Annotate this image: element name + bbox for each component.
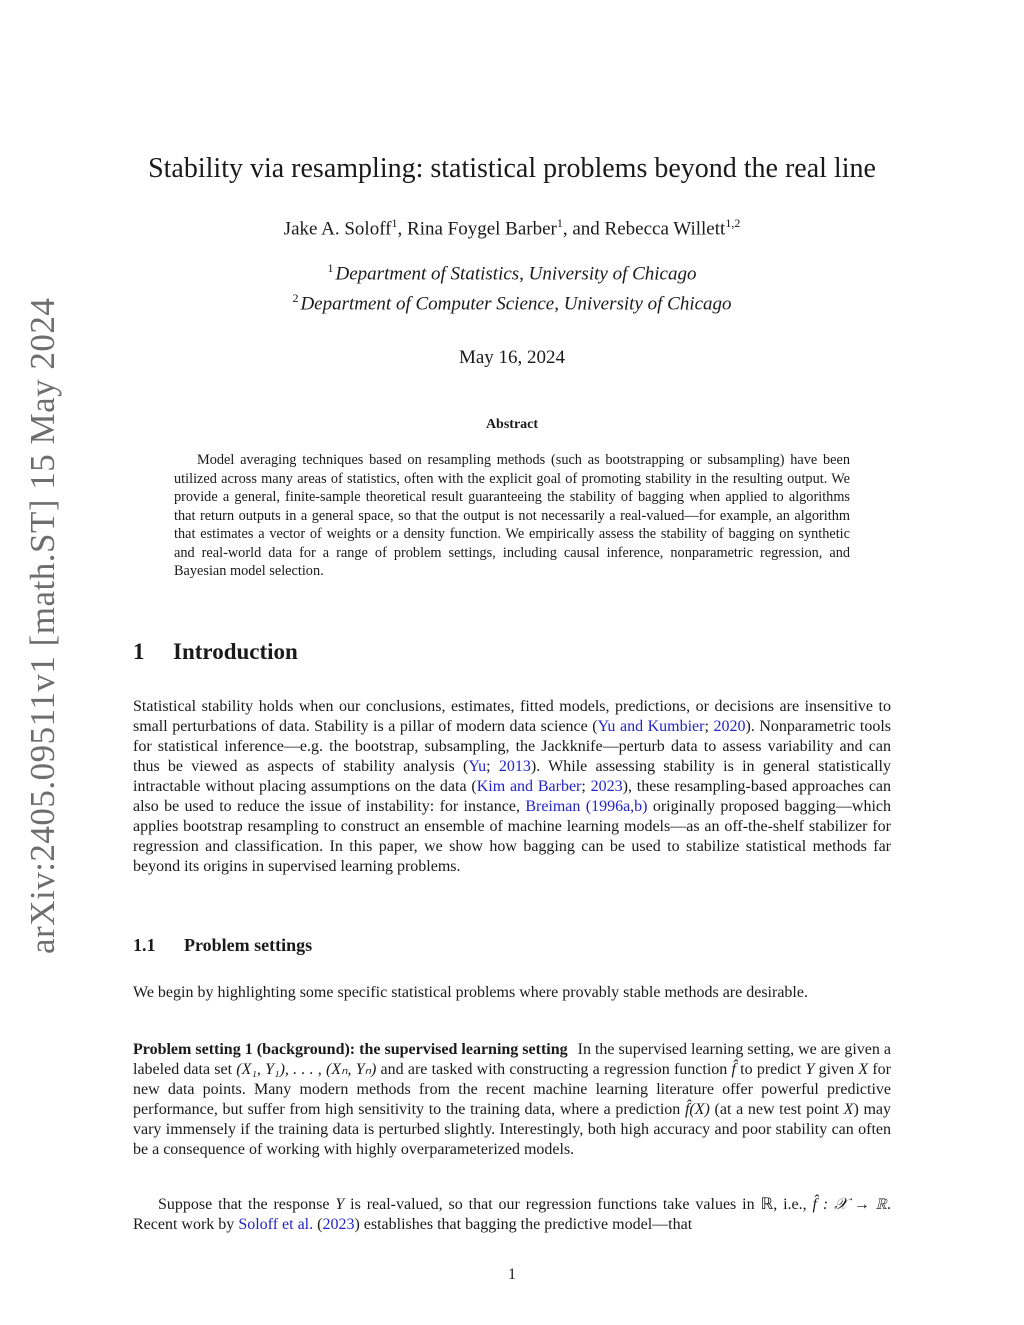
abstract-body: Model averaging techniques based on resampling methods (such as bootstrapping or subsampling) have been utilized across many areas of statistics, often with the explicit goal of promoting stability in the resulting output. We provide a general, finite-sample theoretical result guaranteeing the stability of bagging when applied to algorithms that return outputs in a general space, so that the output is not necessarily a real-valued—for example, an algorithm that estimates a vector of weights or a density function. We empirically assess the stability of bagging on synthetic and real-world data for a range of problem settings, including causal inference, nonparametric regression, and Bayesian model selection. bbox=[174, 452, 850, 579]
author-barber: Rina Foygel Barber bbox=[407, 218, 557, 240]
math-expression: f̂(X) bbox=[684, 1101, 710, 1118]
affiliations bbox=[133, 256, 891, 317]
problem-setting-1-paragraph bbox=[133, 1040, 891, 1160]
section-title: Introduction bbox=[173, 639, 298, 664]
affiliation-text: Department of Computer Science, University of Chicago bbox=[300, 293, 732, 315]
citation-link[interactable]: (1996a,b) bbox=[585, 798, 648, 815]
math-expression: Y bbox=[805, 1061, 815, 1078]
text-run: ). While assessing stability is in general statistically intractable without placing assumptions on the data ( bbox=[133, 758, 892, 795]
problem-setting-1-lead: Problem setting 1 (background): the supervised learning setting bbox=[133, 1041, 568, 1058]
citation-link[interactable]: 2023 bbox=[590, 778, 623, 795]
subsection-heading-problem-settings bbox=[133, 935, 312, 956]
text-run: In the supervised learning setting, we are given a labeled data set bbox=[133, 1041, 891, 1078]
affiliation-marker: 2 bbox=[292, 291, 299, 306]
text-run: Suppose that the response bbox=[158, 1196, 336, 1213]
author-list: Jake A. Soloff$^1$, Rina Foygel Barber$^1$, and Rebecca Willett$^{1,2}$ bbox=[283, 216, 741, 240]
affiliation-marker: 1 bbox=[327, 261, 334, 275]
text-run: originally proposed bagging—which applies bootstrap resampling to construct an ensemble of machine learning models—as an off-the-shelf stabilizer for regression and classification. In this paper, we show how bagging can be used to stabilize statistical methods far beyond its origins in supervised learning problems. bbox=[133, 798, 892, 875]
text-run: is real-valued, so that our regression functions take values in ℝ, i.e., bbox=[344, 1196, 813, 1213]
citation-link[interactable]: Breiman bbox=[525, 798, 581, 815]
text-run: ) establishes that bagging the predictive model—that bbox=[354, 1216, 693, 1233]
text-run: to predict bbox=[735, 1061, 806, 1078]
paper-title: Stability via resampling: statistical problems beyond the real line bbox=[148, 153, 876, 184]
math-expression: X bbox=[843, 1101, 854, 1118]
abstract-heading: Abstract bbox=[485, 417, 539, 432]
text-run: ; bbox=[704, 718, 714, 735]
arxiv-identifier-stamp: arXiv:2405.09511v1 [math.ST] 15 May 2024 bbox=[23, 297, 62, 954]
text-run: ), these resampling-based approaches can also be used to reduce the issue of instability: for instance, bbox=[133, 778, 892, 815]
intro-paragraph bbox=[133, 697, 891, 877]
math-expression: Y bbox=[335, 1196, 345, 1213]
math-expression: f̂ bbox=[731, 1061, 736, 1078]
math-expression: (X₁, Y₁), . . . , (Xₙ, Yₙ) bbox=[236, 1061, 377, 1078]
problem-settings-intro: We begin by highlighting some specific statistical problems where provably stable methods are desirable. bbox=[133, 984, 808, 1001]
text-run: ; bbox=[581, 778, 591, 795]
citation-link[interactable]: Soloff et al. bbox=[238, 1216, 314, 1233]
paper-date: May 16, 2024 bbox=[458, 347, 566, 368]
math-expression: f̂ : 𝒳 → ℝ bbox=[812, 1196, 887, 1213]
author-affil-marker: 1 bbox=[391, 216, 398, 230]
citation-link[interactable]: Kim and Barber bbox=[476, 778, 582, 795]
text-run: . Recent work by bbox=[133, 1196, 891, 1233]
author-willett: and Rebecca Willett bbox=[572, 218, 726, 240]
citation-link[interactable]: Yu bbox=[468, 758, 487, 775]
text-run: and are tasked with constructing a regression function bbox=[376, 1061, 732, 1078]
author-soloff: Jake A. Soloff bbox=[283, 218, 392, 240]
author-affil-marker: 1,2 bbox=[725, 216, 741, 230]
text-run: for new data points. Many modern methods from the recent machine learning literature offer powerful predictive performance, but suffer from high sensitivity to the training data, where a prediction bbox=[133, 1061, 891, 1118]
math-expression: X bbox=[858, 1061, 869, 1078]
text-run: Statistical stability holds when our conclusions, estimates, fitted models, predictions, or decisions are insensitive to small perturbations of data. Stability is a pillar of modern data science ( bbox=[133, 698, 891, 735]
text-run: ( bbox=[313, 1216, 323, 1233]
page-number: 1 bbox=[508, 1266, 516, 1283]
section-number: 1 bbox=[133, 639, 145, 664]
text-run: ; bbox=[486, 758, 499, 775]
citation-link[interactable]: 2020 bbox=[713, 718, 746, 735]
suppose-paragraph bbox=[133, 1195, 891, 1235]
affiliation-text: Department of Statistics, University of Chicago bbox=[335, 263, 697, 285]
author-affil-marker: 1 bbox=[556, 216, 563, 230]
text-run: given bbox=[814, 1061, 859, 1078]
subsection-title: Problem settings bbox=[184, 935, 313, 955]
text-run: ). Nonparametric tools for statistical inference—e.g. the bootstrap, subsampling, the Jackknife—perturb data to assess variability and can thus be viewed as aspects of stability analysis ( bbox=[133, 718, 891, 775]
affiliation-statistics bbox=[133, 256, 891, 286]
citation-link[interactable]: 2013 bbox=[498, 758, 531, 775]
text-run: ) may vary immensely if the training data is perturbed slightly. Interestingly, both high accuracy and poor stability can often be a consequence of working with highly overparameterized models. bbox=[133, 1101, 892, 1158]
section-heading-introduction bbox=[133, 639, 298, 665]
citation-link[interactable]: 2023 bbox=[322, 1216, 355, 1233]
citation-link[interactable]: Yu and Kumbier bbox=[597, 718, 705, 735]
subsection-number: 1.1 bbox=[133, 935, 156, 955]
text-run: (at a new test point bbox=[709, 1101, 844, 1118]
affiliation-computer-science bbox=[133, 286, 891, 316]
